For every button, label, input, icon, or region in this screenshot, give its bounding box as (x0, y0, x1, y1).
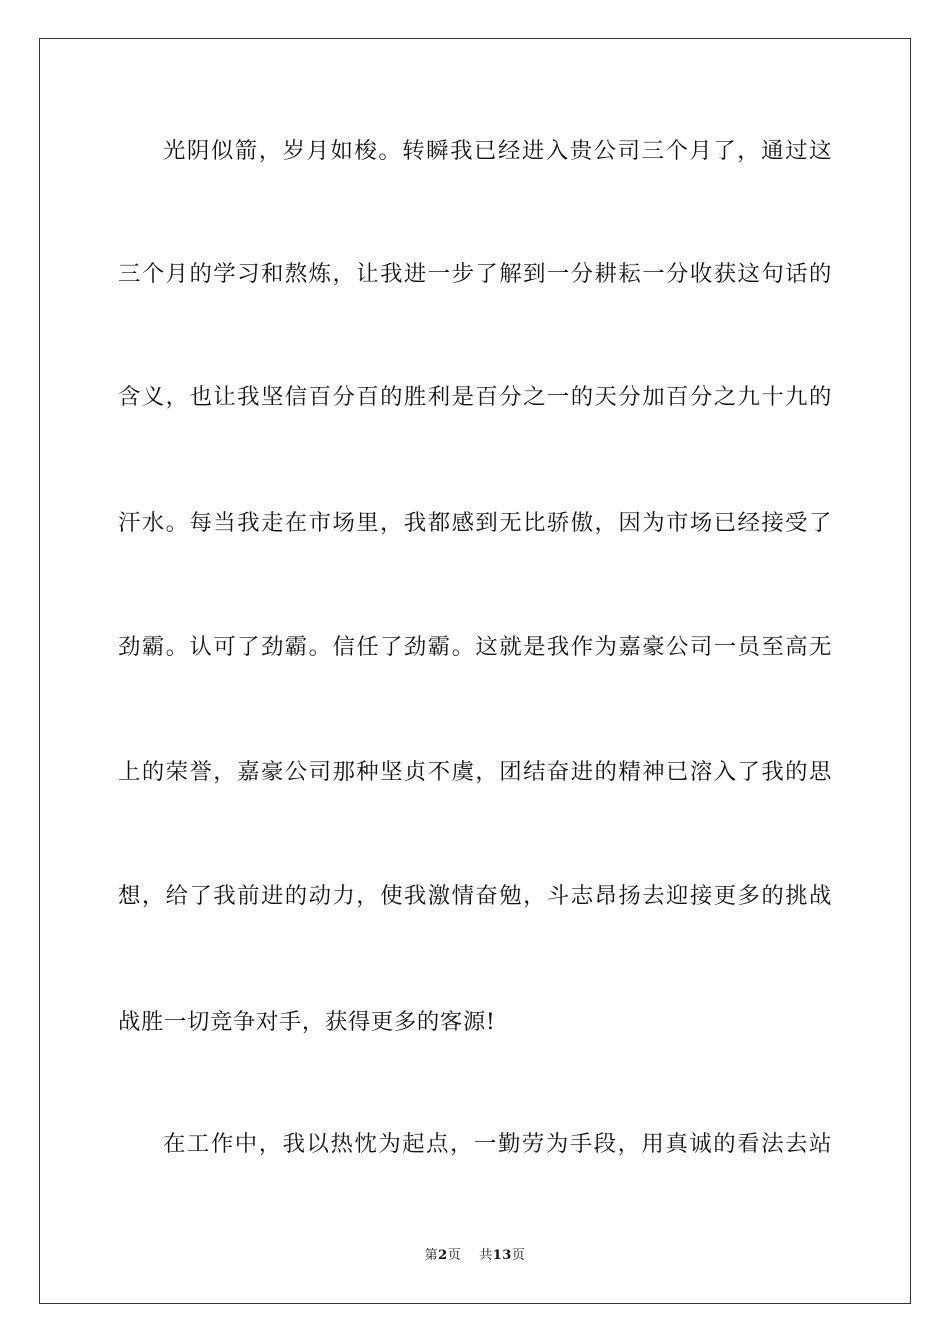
paragraph-1-line-7: 想，给了我前进的动力，使我激情奋勉，斗志昂扬去迎接更多的挑战 (118, 883, 832, 909)
paragraph-1-line-6: 上的荣誉，嘉豪公司那种坚贞不虞，团结奋进的精神已溶入了我的思 (118, 759, 832, 785)
paragraph-1-line-2: 三个月的学习和熬炼，让我进一步了解到一分耕耘一分收获这句话的 (118, 261, 832, 287)
paragraph-1-line-5: 劲霸。认可了劲霸。信任了劲霸。这就是我作为嘉豪公司一员至高无 (118, 634, 832, 660)
paragraph-1-line-1: 光阴似箭，岁月如梭。转瞬我已经进入贵公司三个月了，通过这 (163, 138, 832, 164)
paragraph-2-line-1: 在工作中，我以热忱为起点，一勤劳为手段，用真诚的看法去站 (163, 1131, 832, 1157)
page-footer (0, 1247, 950, 1265)
footer-page-suffix: 页 (447, 1248, 462, 1263)
page-border (39, 38, 911, 1304)
paragraph-1-line-4: 汗水。每当我走在市场里，我都感到无比骄傲，因为市场已经接受了 (118, 510, 832, 536)
footer-total-pages: 13 (492, 1248, 512, 1263)
footer-page-prefix: 第 (424, 1248, 439, 1263)
paragraph-1-line-3: 含义，也让我坚信百分百的胜利是百分之一的天分加百分之九十九的 (118, 384, 832, 410)
footer-page-number: 2 (438, 1248, 448, 1263)
footer-total-suffix: 页 (511, 1248, 526, 1263)
footer-total-prefix: 共 (479, 1248, 493, 1263)
paragraph-1-line-8: 战胜一切竞争对手，获得更多的客源! (118, 1009, 496, 1035)
